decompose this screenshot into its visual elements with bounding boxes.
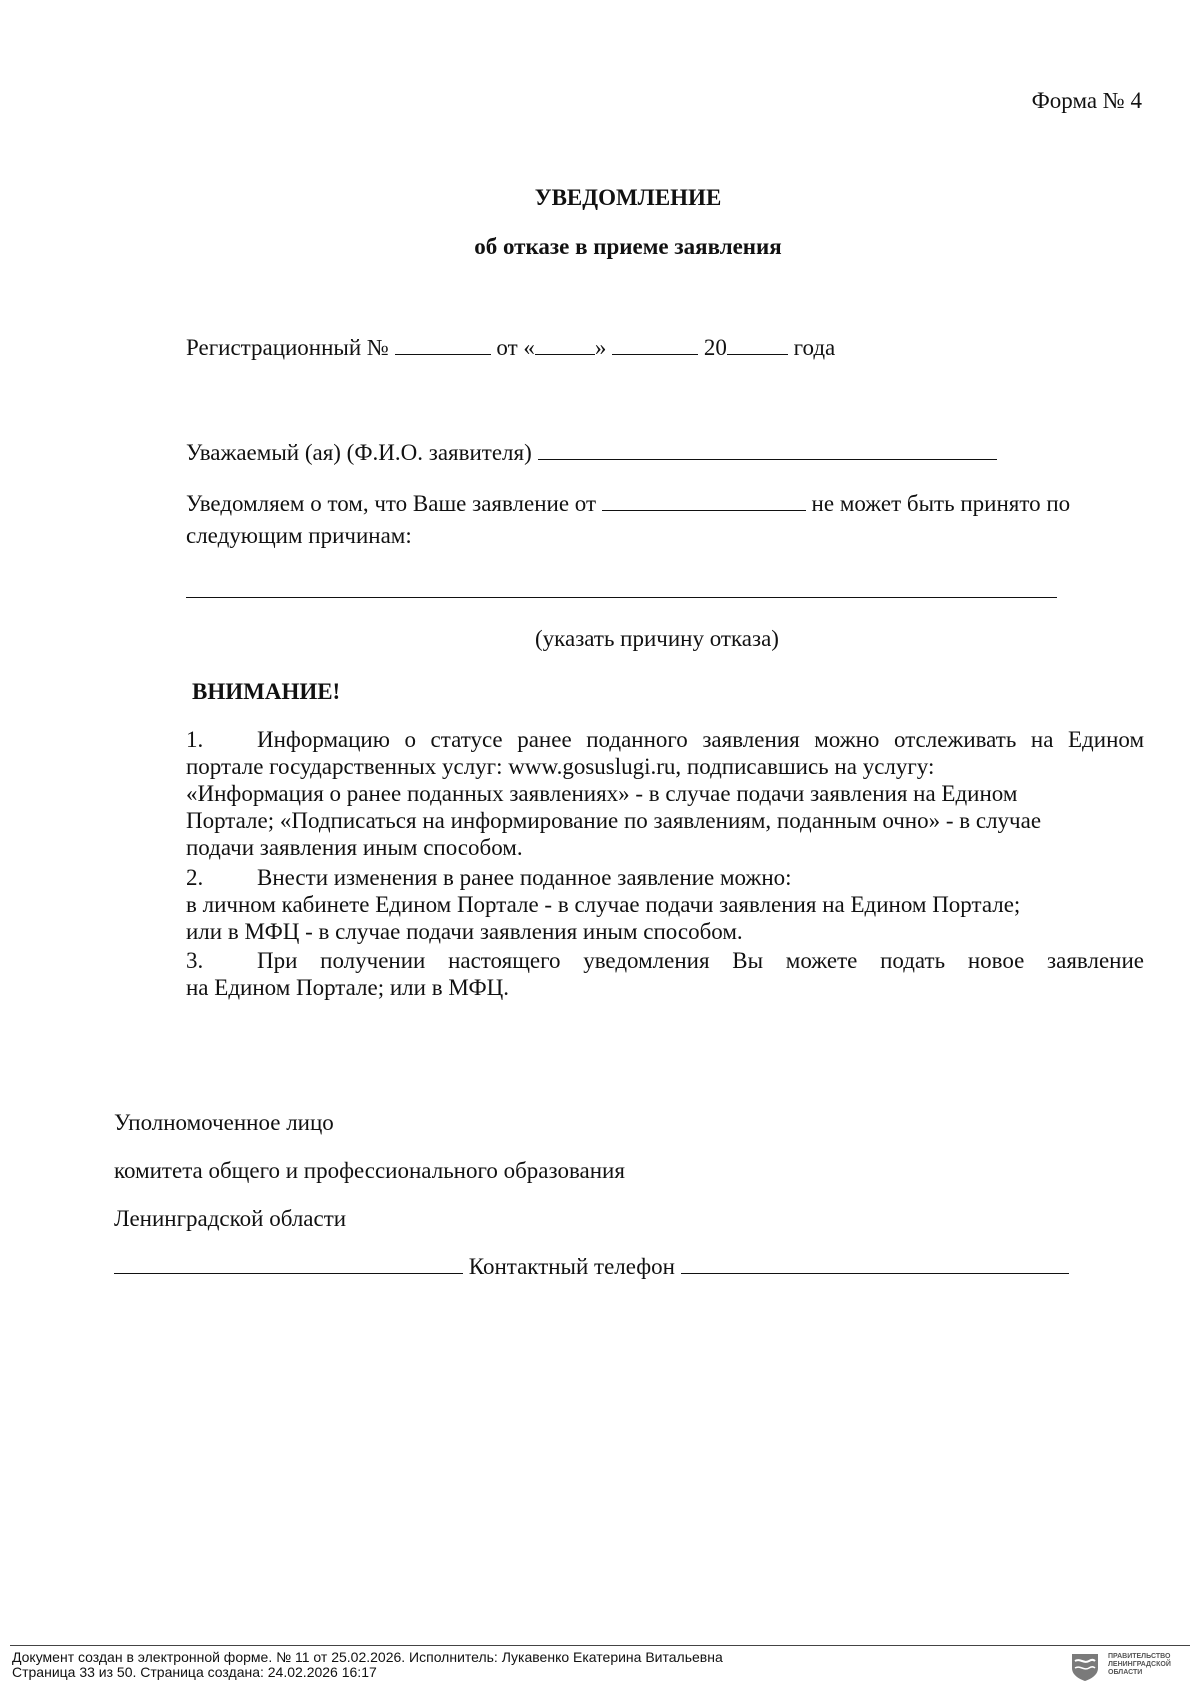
- notice-line2: следующим причинам:: [186, 523, 412, 548]
- footer-divider: [10, 1645, 1190, 1646]
- notice-text-part2: не может быть принято по: [811, 491, 1071, 516]
- footer-line1: Документ создан в электронной форме. № 11 от 25.02.2026. Исполнитель: Лукавенко Екатерина Витальевна: [12, 1649, 723, 1665]
- list-item-number: 2.: [186, 865, 204, 890]
- signature-contact-line: [114, 1253, 1069, 1280]
- registration-from-label: от «: [496, 335, 535, 360]
- document-subtitle: об отказе в приеме заявления: [474, 234, 782, 259]
- list-item-line: на Едином Портале; или в МФЦ.: [186, 975, 510, 1000]
- coat-of-arms-icon: [1070, 1652, 1100, 1682]
- registration-year-blank: [727, 334, 788, 355]
- form-number: Форма № 4: [1031, 88, 1142, 113]
- greeting-line: [186, 439, 997, 466]
- registration-month-blank: [612, 334, 698, 355]
- list-item-line: портале государственных услуг: www.gosuslugi.ru, подписавшись на услугу:: [186, 754, 935, 779]
- notice-text-part1: Уведомляем о том, что Ваше заявление от: [186, 491, 597, 516]
- list-item: [186, 947, 1144, 1001]
- greeting-label: Уважаемый (ая) (Ф.И.О. заявителя): [186, 440, 532, 465]
- signature-blank: [114, 1253, 463, 1274]
- registration-label: Регистрационный №: [186, 335, 389, 360]
- list-item-first-line: 3. При получении настоящего уведомления Вы можете подать новое заявление: [186, 948, 1144, 973]
- signature-line1: Уполномоченное лицо: [114, 1110, 334, 1135]
- list-item-line: Портале; «Подписаться на информирование по заявлениям, поданным очно» - в случае: [186, 808, 1042, 833]
- attention-heading: ВНИМАНИЕ!: [192, 679, 341, 704]
- list-item-number: 3.: [186, 948, 204, 973]
- contact-phone-label: Контактный телефон: [468, 1254, 675, 1279]
- list-item-number: 1.: [186, 727, 204, 752]
- footer-line2: Страница 33 из 50. Страница создана: 24.02.2026 16:17: [12, 1664, 377, 1680]
- application-date-blank: [602, 490, 806, 511]
- list-item-first-line: 1. Информацию о статусе ранее поданного заявления можно отслеживать на Едином: [186, 727, 1144, 752]
- list-item-line: «Информация о ранее поданных заявлениях» - в случае подачи заявления на Едином: [186, 781, 1018, 806]
- registration-quote-close: »: [594, 335, 607, 360]
- logo-text: ПРАВИТЕЛЬСТВО ЛЕНИНГРАДСКОЙ ОБЛАСТИ: [1108, 1653, 1171, 1676]
- applicant-name-blank: [538, 439, 997, 460]
- notice-line: [186, 490, 1070, 517]
- registration-line: [186, 334, 835, 361]
- list-item: [186, 726, 1144, 861]
- list-item-first-line: 2. Внести изменения в ранее поданное заявление можно:: [186, 865, 792, 890]
- government-logo: [1070, 1651, 1195, 1685]
- registration-year-suffix: года: [793, 335, 836, 360]
- registration-day-blank: [535, 334, 595, 355]
- document-title: УВЕДОМЛЕНИЕ: [534, 185, 722, 210]
- registration-year-prefix: 20: [703, 335, 727, 360]
- list-item-line: в личном кабинете Едином Портале - в случае подачи заявления на Едином Портале;: [186, 892, 1021, 917]
- list-item: [186, 864, 1144, 945]
- contact-phone-blank: [681, 1253, 1069, 1274]
- reason-blank: [186, 597, 1057, 598]
- list-item-line: подачи заявления иным способом.: [186, 835, 523, 860]
- signature-line3: Ленинградской области: [114, 1206, 347, 1231]
- registration-number-blank: [395, 334, 491, 355]
- signature-line2: комитета общего и профессионального образования: [114, 1158, 625, 1183]
- list-item-line: или в МФЦ - в случае подачи заявления иным способом.: [186, 919, 743, 944]
- reason-caption: (указать причину отказа): [535, 626, 779, 651]
